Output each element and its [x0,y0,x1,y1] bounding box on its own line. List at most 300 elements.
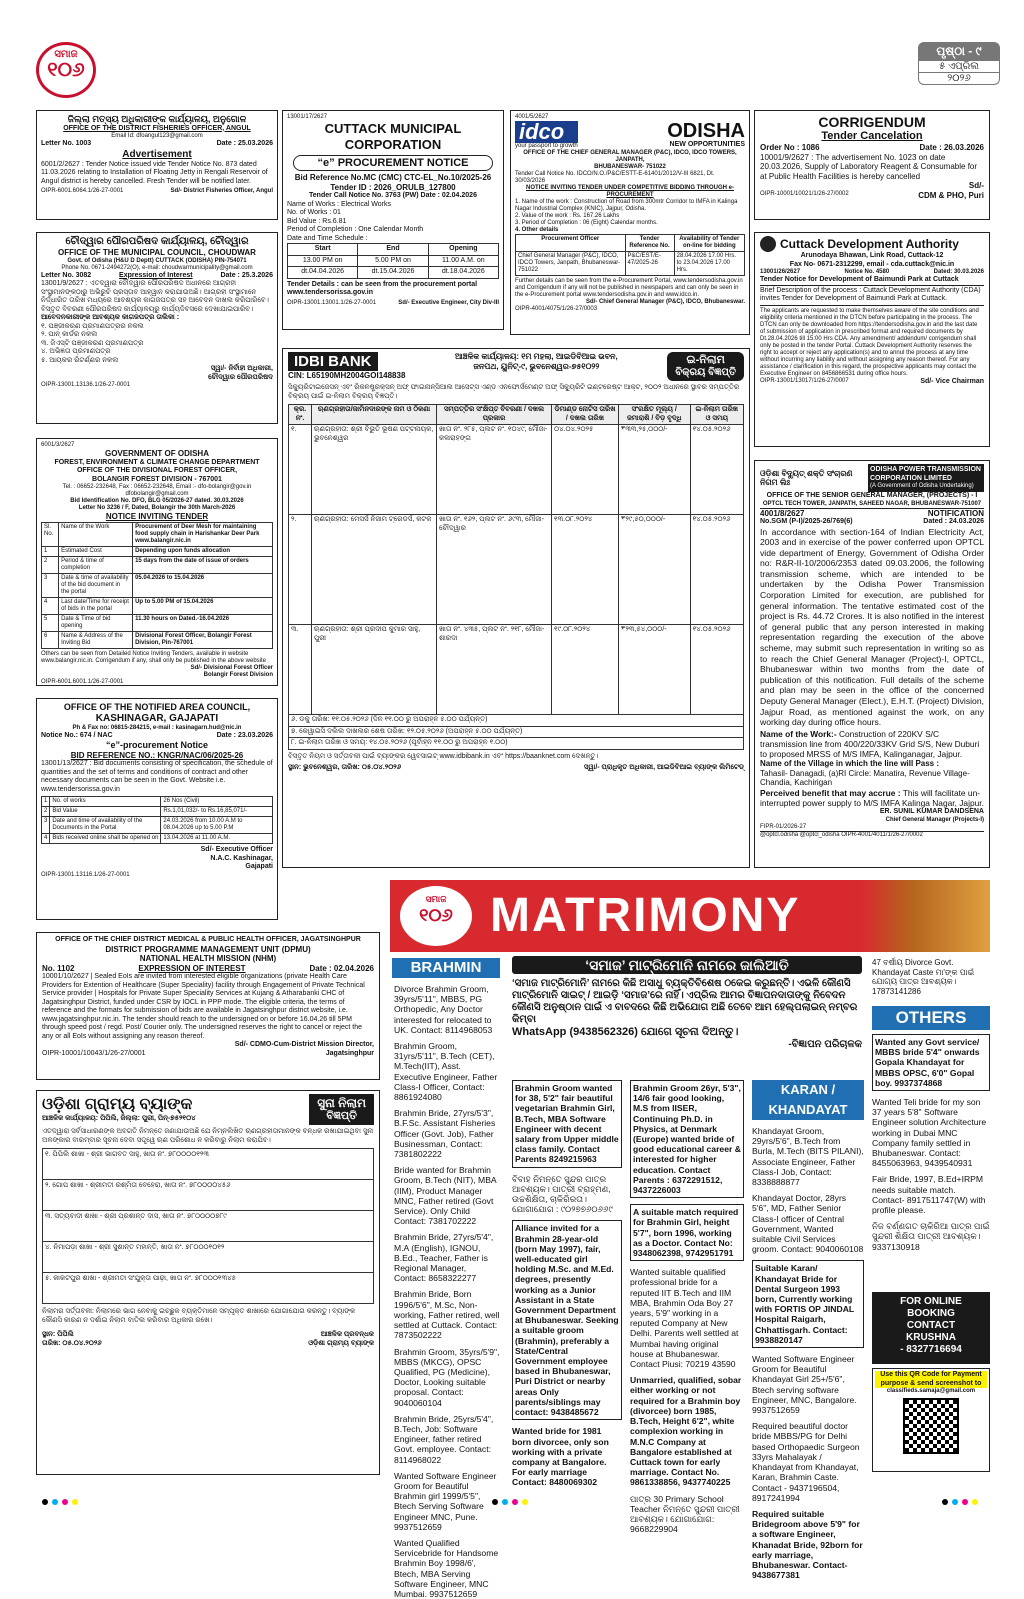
ogb-row: ୫. କାକଟପୁର ଶାଖା - ଶ୍ରୀମତୀ ସଂଯୁକ୍ତା ପାଢ଼ୀ, ଖାତା ନଂ. ୭୮୦୦୦୧୩୪୫ [45,1275,236,1282]
corrigendum-code: OIPR-10001/10021/1/26-27/0002 [760,190,849,197]
matrimony-ad: Wanted suitable qualified professional bride for a reputed IIT B.Tech and IIM MBA, Brahmin Oda Boy 27 years, 5'9" working in a reputed Company at New Delhi. Parents well settled at Mumbai having original house at Bhubaneswar. Contact Piusi: 70219 43590 [630,1267,739,1370]
odisha-logo: ODISHA [667,120,745,143]
idbi-td: ୧୪.୦୫.୨୦୨୬ [690,515,743,625]
ogb-row: ୪. ନିମାପଡ଼ା ଶାଖା - ଶ୍ରୀ ସୁଶାନ୍ତ ମହାନ୍ତି, ଖାତା ନଂ. ୭୮୦୦୦୧୦୧୨ [43,1242,373,1273]
corrigendum-sd: Sd/- [968,181,984,190]
kashinagar-contact: Ph & Fax no: 06815-284215, e-mail : kasinagarn.hud@nic.in [72,724,242,731]
cmc-notice [282,110,504,330]
forest-td: 15 days from the date of issue of orders [133,556,273,573]
fisheries-sign: Sd/- District Fisheries Officer, Angul [170,188,273,194]
cda-ref: 13001/26/2627 [760,269,801,275]
choudwar-govt: Govt. of Odisha (H&U D Deptt) CUTTACK (ODISHA) PIN-754071 [67,257,247,264]
optcl-org-sub: (A Government of Odisha Undertaking) [870,483,974,489]
idbi-td: ଋଣଗ୍ରହୀତା: ଶ୍ରୀ ପ୍ରଦୀପ କୁମାର ସାହୁ, ପୁରୀ [312,625,437,715]
idbi-th: ସମ୍ପତ୍ତିର ସଂକ୍ଷିପ୍ତ ବିବରଣୀ / ଦଖଲ ପ୍ରକାର [437,405,552,425]
kashinagar-notice [36,698,278,920]
idco-other: 4. Other details [515,227,559,233]
nhm-no: No. 1102 [42,963,75,973]
page-label: ପୃଷ୍ଠା - ୯ [918,42,1000,61]
kashinagar-title2: KASHINAGAR, GAJAPATI [95,712,219,724]
matrimony-col-3 [630,1080,744,1535]
cmc-sched-head: Opening [428,244,498,256]
page-number-box [918,42,1000,90]
matrimony-banner [390,880,990,952]
cmc-sched-cell: 13.00 PM on [288,255,358,267]
idbi-notice [282,348,750,868]
forest-td: Divisional Forest Officer, Bolangir Forest Division, Pin-767001 [133,631,273,648]
idbi-td: ୧୩.୦୮.୨୦୨୪ [552,515,619,625]
idco-td: 28.04.2026 17.00 Hrs. to 23.04.2026 17.00 Hrs. [674,252,744,276]
optcl-ref: 4001/8/2627 [760,508,805,518]
optcl-no: No.SGM (P-I)/2025-26/769(6) [760,518,853,525]
choudwar-title-odia: ଚୌଦ୍ୱାର ପୌରପରିଷଦ କାର୍ଯ୍ୟାଳୟ, ଚୌଦ୍ୱାର [65,236,249,247]
matrimony-ad: Wanted any Govt service/ MBBS bride 5'4" onwards Gopala Khandayat for MBBS OPSC, 6'0" Gopal boy. 9937374868 [872,1034,990,1091]
idbi-th: କ୍ର. ନଂ. [289,405,312,425]
idbi-th: ଇ-ନିଲାମ ତାରିଖ ଓ ସମୟ [690,405,743,425]
choudwar-date: Date : 25.3.2026 [220,271,273,279]
idco-sign: Sd/- Chief General Manager (P&C), IDCO, Bhubaneswar. [585,299,745,305]
idco-th: Tender Reference No. [625,235,674,252]
forest-letter: Letter No 3236 / F, Dated, Bolangir the 30th March-2026 [78,505,236,511]
cmc-sched-cell: dt.18.04.2026 [428,267,498,279]
matrimony-ad: Suitable Karan/ Khandayat Bride for Dental Surgeon 1993 born, Currently working with FORTIS OP JINDAL Hospital Raigarh, Chhattisgarh. Contact: 9938820147 [752,1260,864,1348]
print-registration-dots-left [40,1492,80,1510]
cmc-schedule-table [287,243,499,279]
cmc-sched-head: Start [288,244,358,256]
matrimony-ad: Fair Bride, 1997, B.Ed+IRPM needs suitable match. Contact- 8917511747(W) with profile please. [872,1174,986,1216]
optcl-sign2: Chief General Manager (Projects-I) [885,816,984,823]
corrigendum-title: CORRIGENDUM [818,114,926,130]
kashinagar-sign2: N.A.C. Kashinagar, [210,854,273,862]
matrimony-ad: Brahmin Bride, Born 1996/5'6", M.Sc, Non-working, Father retired, well settled at Cuttack. Contact: 7873502222 [394,1289,500,1341]
choudwar-list-item: ୪. ଅଭିଜ୍ଞତା ପ୍ରମାଣପତ୍ର [41,348,111,355]
cmc-title: CUTTACK MUNICIPAL CORPORATION [324,121,462,152]
forest-bid-id: Bid Identification No. DFO, BLG 05/2026-27 dated. 30.03.2026 [70,498,244,504]
forest-ref: 6001/3/2627 [41,442,75,448]
idbi-badge2: ବିକ୍ରୟ ବିଜ୍ଞପ୍ତି [675,367,736,378]
idbi-th: ଡିମାଣ୍ଡ ନୋଟିସ ତାରିଖ / ଦଖଲ ତାରିଖ [552,405,619,425]
ogb-intro: ଏତଦ୍ୱାରା ସର୍ବସାଧାରଣଙ୍କ ଅବଗତି ନିମନ୍ତେ ଜଣାଯାଉଅଛି ଯେ ନିମ୍ନଲିଖିତ ଋଣଗ୍ରହୀତାମାନଙ୍କ ବନ୍ଧକ ରଖାଯାଇଥିବା ସୁନା ଅଳଙ୍କାର ବାରମ୍ବାର ସୂଚନା ଦେବା ସତ୍ତ୍ୱେ ଋଣ ପରିଶୋଧ ନ କରିବାରୁ ନିଲାମ କରାଯିବ। [42,1128,374,1144]
idbi-intro: ସିକ୍ୟୁରିଟାଇଜେସନ୍ ଏବଂ ରିକନଷ୍ଟ୍ରକ୍ସନ୍ ଅଫ୍ ଫାଇନାନ୍ସିଆଲ ଆସେଟ୍ସ ଏଣ୍ଡ ଏନଫୋର୍ସମେଣ୍ଟ ଅଫ୍ ସିକ୍ୟୁରିଟି ଇଣ୍ଟରେଷ୍ଟ ଆକ୍ଟ, ୨୦୦୨ ଅଧୀନରେ ସ୍ଥାବର ସମ୍ପତ୍ତିର ବିକ୍ରୟ ପାଇଁ ଇ-ନିଲାମ ବିକ୍ରୟ ବିଜ୍ଞପ୍ତି। [288,384,740,400]
optcl-village-label: Name of the Village in which the line will Pass : [760,759,940,769]
corrigendum-body: 10001/9/2627 : The advertisement No. 1023 on date 20.03.2026, Supply of Laboratory Reagent & Consumable for at Public Health Facilities is hereby cancelled [760,152,978,181]
forest-td: 2 [42,556,59,573]
year-label: ୨୦୨୬ [918,73,1000,85]
cmc-line: No. of Works : 01 [287,209,341,216]
forest-sign: Sd/- Divisional Forest Officer [190,664,273,671]
matrimony-col-5 [872,1034,990,1290]
booking-line: FOR ONLINE [900,1296,962,1307]
matrimony-ad: Required beautiful doctor bride MBBS/PG for Delhi based Orthopaedic Surgeon 33yrs Mahalayak / Khandayat from Khandayat, Karan, Brahmin Caste. Contact - 9437196504, 8917241994 [752,1421,860,1503]
idco-table [515,234,745,276]
forest-td: Procurement of Deer Mesh for maintaining food supply chain in Harishankar Deer Park www.balangir.nic.in [133,522,273,546]
logo-number: ୧୦୬ [47,59,85,81]
idbi-bottom-row: ୭. କେୱାଇସି ଦଲିଲ ଦାଖଲର ଶେଷ ତାରିଖ: ୧୨.୦୫.୨୦୨୬ (ଅପରାହ୍ନ ୫.୦୦ ପର୍ଯ୍ୟନ୍ତ) [289,727,743,739]
nhm-unit: DISTRICT PROGRAMME MANAGEMENT UNIT (DPMU) [105,944,311,954]
optcl-body: In accordance with section-164 of Indian Electricity Act, 2003 and in exercise of the power conferred upon OPTCL vide department of Energy, Government of Odisha Order no: R&R-II-10/2006/2353 dated 09.03.2006, the following transmission scheme, which are intended to be undertaken by the Odisha Power Transmission Corporation Limited for execution, are published for general information. The tentative estimated cost of the project is Rs. 44.72 Crores. It is also notified in the interest of general public that any person interested in making representation regarding the execution of the above scheme, may submit such representation in writing so as to reach the Chief General Manager (Project)-I, OPTCL, Bhubaneswar within two months from the date of publication of this notification. Full details of the scheme and plan may be seen in the office of the concerned Deputy General Manager (Elect.), E.H.T. (Project) Division, Jajpur Road, as mentioned against the work, on any working day during office hours. [760,526,984,728]
kashinagar-title1: OFFICE OF THE NOTIFIED AREA COUNCIL, [63,702,251,712]
optcl-code: FIPR-01/2026-27 [760,823,807,830]
kashinagar-bid-ref: BID REFERENCE NO.: KNGR/NAC/06/2025-26 [70,750,244,760]
idco-period: 3. Period of Completion : 06 (Eight) Calendar months. [515,220,658,226]
forest-td: 1 [42,546,59,556]
cda-logo [760,236,776,252]
masthead-logo [36,42,96,98]
kashinagar-td: Date and time of availability of the Documents in the Portal [50,817,161,834]
idbi-place: ସ୍ଥାନ: ଭୁବନେଶ୍ୱର, ତାରିଖ: ୦୫.୦୪.୨୦୨୬ [288,764,402,771]
matrimony-ad: ନିଜ ବର୍ଣ୍ଣଗତ ଚାକିରିଆ ପାତ୍ର ପାଇଁ ସୁନ୍ଦରୀ ଶିକ୍ଷିତା ପାତ୍ରୀ ଆବଶ୍ୟକ। 9337130918 [872,1221,990,1252]
cmc-footer: Tender Details : can be seen from the procurement portal www.tendersorissa.gov.in [287,280,478,296]
qr-code-icon[interactable] [903,1398,959,1454]
nhm-notice [36,932,380,1080]
booking-line: BOOKING [907,1308,955,1319]
forest-notice [36,438,278,686]
choudwar-list-item: ୧. ପଞ୍ଜୀକରଣ ପ୍ରମାଣପତ୍ରର ନକଲ [41,322,144,330]
kashinagar-heading: “e”-procurement Notice [105,740,209,750]
matrimony-col-1 [394,984,500,1599]
optcl-org-en: ODISHA POWER TRANSMISSION CORPORATION LIMITED [870,466,981,482]
optcl-heading: NOTIFICATION [927,508,984,518]
forest-office: OFFICE OF THE DIVISIONAL FOREST OFFICER, [76,467,238,474]
choudwar-body: 13001/9/2627 : ଏତଦ୍ୱାରା ଚୌଦ୍ୱାର ପୌରପରିଷଦ ଅଧୀନରେ ଆଗ୍ରହୀ ସଂସ୍ଥାମାନଙ୍କଠାରୁ ଅଭିରୁଚି ପ୍ରସ୍ତାବ ଆହ୍ୱାନ କରାଯାଉଅଛି। ଆଗ୍ରହୀ ସଂସ୍ଥାମାନେ ନିର୍ଦ୍ଧାରିତ ତାରିଖ ମଧ୍ୟରେ ଆବଶ୍ୟକ କାଗଜପତ୍ର ସହ ଆବେଦନ ଦାଖଲ କରିପାରିବେ। ବିସ୍ତୃତ ବିବରଣୀ ପୌରପରିଷଦ କାର୍ଯ୍ୟାଳୟରୁ କାର୍ଯ୍ୟଦିବସରେ ଦେଖାଯାଇପାରିବ। [41,280,269,313]
matrimony-photo [860,880,990,952]
idbi-td: ଋଣଗ୍ରହୀତା: ମେସର୍ସ ନିଜାମ ଟ୍ରେଡର୍ସ, କଟକ [312,515,437,625]
fisheries-email: Email Id: dfoangul123@gmail.com [111,133,203,139]
optcl-social: @optcl.odisha @optcl_odisha OIPR-4001/4011/1/26-27/0002 [760,831,984,839]
choudwar-phone: Phone No. 0671-2494272(O), e-mail: choudwarmunicipality@gmail.com [61,264,253,271]
cmc-subtitle: “e” PROCUREMENT NOTICE [293,155,493,171]
cmc-sched-head: End [358,244,428,256]
forest-td: 3 [42,573,59,597]
cmc-line: Period of Completion : One Calendar Month [287,226,424,233]
corrigendum-sign: CDM & PHO, Puri [918,190,984,200]
optcl-benefit: This will facilitate un-interrupted power supply to M/S IMFA Kalinga Nagar, Jajpur. [760,787,984,809]
forest-govt: GOVERNMENT OF ODISHA [104,449,209,458]
optcl-addr: OPTCL TECH TOWER, JANPATH, SAHEED NAGAR, BHUBANESWAR-751007 [762,500,982,507]
kashinagar-notice-no: Notice No.: 674 / NAC [41,731,113,739]
choudwar-code: OIPR-13001.13136.1/26-27-0001 [41,382,131,388]
forest-td: Sl. No. [42,522,59,546]
forest-td: Depending upon funds allocation [133,546,273,556]
optcl-notice [754,460,990,868]
booking-line: KRUSHNA [906,1332,956,1343]
cmc-sched-cell: 11.00 A.M. on [428,255,498,267]
idco-tagline: your passport to growth [515,143,578,149]
matrimony-col-4 [752,1126,864,1581]
idbi-td: ଖାତା ନଂ. ୧୬୨, ପ୍ଲଟ ନଂ. ୬୯୩, ମୌଜା- ଚୌଦ୍ୱାର [437,515,552,625]
kashinagar-code: OIPR-13001.13116.1/26-27-0001 [41,871,130,878]
fisheries-body: 6001/2/2627 : Tender Notice issued vide Tender Notice No. 873 dated 11.03.2026 relating to Installation of Floating Jetty in Rengali Reservoir of Angul district is hereby cancelled. Fresh Tender will be notified later. [41,160,268,185]
forest-sign2: Bolangir Forest Division [203,671,273,678]
kashinagar-td: 26 Nos (Civil) [161,797,273,807]
choudwar-list-head: ଆବେଦନକାରୀଙ୍କ ଆବଶ୍ୟକ କାଗଜପତ୍ର ତାଲିକା : [41,314,180,321]
nhm-office: OFFICE OF THE CHIEF DISTRICT MEDICAL & PUBLIC HEALTH OFFICER, JAGATSINGHPUR [55,936,361,943]
choudwar-heading: Expression of Interest [119,271,193,279]
cda-code: OIPR-13001/13017/1/26-27/0007 [760,377,849,384]
cda-sign: Sd/- Vice Chairman [920,377,984,385]
choudwar-letter: Letter No. 3082 [41,271,92,279]
idbi-td: ଋଣଗ୍ରହୀତା: ଶ୍ରୀ ବିଭୁତି ଭୂଷଣ ପଟ୍ଟନାୟକ, ଭୁବନେଶ୍ୱର [312,425,437,515]
ogb-sub: ଆଞ୍ଚଳିକ କାର୍ଯ୍ୟାଳୟ: ପିପିଲି, ଜିଲ୍ଲା: ପୁରୀ, ପିନ୍-୭୫୨୧୦୪ [42,1115,196,1123]
idbi-td: ୧୯.୦୮.୨୦୨୪ [552,625,619,715]
qr-email[interactable]: classifieds.samaja@gmail.com [886,1388,976,1394]
cmc-sched-cell: dt.15.04.2026 [358,267,428,279]
matrimony-ad: Alliance invited for a Brahmin 28-year-old (born May 1997), fair, well-educated girl holding M.Sc. and M.Ed. degrees, presently working as a Junior Assistant in a State Government Department at Bhubaneswar. Seeking a suitable groom (Brahmin), preferably a State/Central Government employee based in Bhubaneswar, Puri District or nearby areas Only parents/siblings may contact: 9438485672 [512,1220,622,1420]
ogb-terms: ନିଲାମର ସର୍ତ୍ତାବଳୀ: ନିଲାମରେ ଭାଗ ନେବାକୁ ଇଚ୍ଛୁକ ବ୍ୟକ୍ତିମାନେ ସମ୍ପୃକ୍ତ ଶାଖାରେ ଯୋଗାଯୋଗ କରନ୍ତୁ। ବ୍ୟାଙ୍କ କୌଣସି କାରଣ ନ ଦର୍ଶାଇ ନିଲାମ ବାତିଲ କରିବାର ଅଧିକାର ରଖେ। [42,1308,356,1324]
kashinagar-td: 24.03.2026 from 10.00 A.M to 08.04.2026 up to 5.00 P.M [161,817,273,834]
kashinagar-td: No. of works [50,797,161,807]
nhm-body: 10001/10/2627 | Sealed EoIs are invited from interested eligible organizations (private Health Care Providers for Extention of Healthcare (Super Speciality) facility through Engagement of Private Technical Service provider | Hospitals for Private Super Speciality Services at Kujang & Atharabanki CHC of Jagatsinghpur District, funded under CSR by IOCL in PPP mode. The eligible criteria, the terms of reference and the formats for submission of bids are available in Jagatsinghpur district website, i.e. www.jagatsinghpur.nic.in. The tender should reach to the undersigned on or before 16.04.26 till 5PM through speed post / regd. Post/ Courier only. The undersigned reserves the right to cancel or reject the any or all EoIs without assigning any reason thereof. [42,973,365,1040]
idco-code: OIPR-4001/4075/1/26-27/0003 [515,306,598,312]
idco-notice [510,110,750,335]
idco-value: 2. Value of the work : Rs. 167.26 Lakhs [515,213,620,219]
forest-div: BOLANGIR FOREST DIVISION - 767001 [92,475,222,483]
ogb-title: ଓଡ଼ିଶା ଗ୍ରାମ୍ୟ ବ୍ୟାଙ୍କ [42,1096,193,1114]
cmc-sched-cell: 5.00 PM on [358,255,428,267]
optcl-dated: Dated : 24.03.2026 [923,518,984,525]
nhm-name: NATIONAL HEALTH MISSION (NHM) [139,954,277,963]
fisheries-letter: Letter No. 1003 [41,140,92,147]
cda-date: Dated: 30.03.2026 [933,269,984,275]
optcl-benefit-label: Perceived benefit that may accrue : [760,787,901,798]
forest-td: Up to 5.00 PM of 15.04.2026 [133,597,273,614]
ogb-row: ୧. ପିପିଲି ଶାଖା - ଶ୍ରୀ ଭାଗବତ ସାହୁ, ଖାତା ନଂ. ୭୮୦୦୦୦୧୨୩ [43,1149,373,1180]
matrimony-ad: Khandayat Groom, 29yrs/5'6", B.Tech from Burla, M.Tech (BITS PILANI), Associate Engineer, Father Class-I Job, Contact: 8338888877 [752,1126,864,1188]
cmc-code: OIPR-13001.13001.1/26-27-0001 [287,299,377,306]
matrimony-ad: Wanted bride for 1981 born divorcee, only son working with a private company at Bangalore. For early marriage Contact: 8480069302 [512,1426,609,1488]
kashinagar-sign3: Gajapati [245,863,273,870]
forest-td: 4 [42,597,59,614]
forest-table [41,522,273,649]
cda-heading: Tender Notice for Development of Baimundi Park at Cuttack [760,276,959,283]
idbi-th: ସଂରକ୍ଷିତ ମୂଲ୍ୟ / ଜମାରାଶି / ବିଡ଼ ବୃଦ୍ଧି [618,405,690,425]
matrimony-logo-text: ସମାଜ [425,894,447,904]
nhm-sign: Sd/- CDMO-Cum-District Mission Director, [234,1041,374,1048]
idbi-th: ଋଣଗ୍ରହୀତା/ଜାମିନଦାରଙ୍କ ନାମ ଓ ଠିକଣା [312,405,437,425]
matrimony-ad: Bride wanted for Brahmin Groom, B.Tech (NIT), MBA (IIM), Product Manager MNC, Father retired (Govt Service). Only Child Contact: 7381702222 [394,1165,497,1227]
idco-td: P&C/EST/E-47/2025-26 [625,252,674,276]
idbi-td: ୧. [289,425,312,515]
idbi-td: ₹୩୩,୨୫,୦୦୦/- [618,425,690,515]
print-registration-dots-right [940,1492,980,1510]
forest-td: Estimated Cost [59,546,133,556]
kashinagar-table [41,796,273,844]
ogb-row: ୩. ସତ୍ୟବାଦୀ ଶାଖା - ଶ୍ରୀ ପ୍ରଶାନ୍ତ ଦାସ, ଖାତା ନଂ. ୭୮୦୦୦୦୭୮୯ [43,1211,373,1242]
brahmin-header: BRAHMIN [392,958,500,978]
cmc-line: Date and Time Schedule : [287,234,368,242]
choudwar-notice [36,232,278,424]
kashinagar-td: 4 [42,834,50,844]
forest-td: 6 [42,631,59,648]
choudwar-title-en: OFFICE OF THE MUNICIPAL COUNCIL, CHOUDWAR [58,248,256,257]
fisheries-code: OIPR-6001.6064.1/26-27-0001 [41,188,124,194]
matrimony-ad: ବିବାହ ନିମନ୍ତେ ସୁନ୍ଦର ପାତ୍ର ଆବଶ୍ୟକ। ପାତ୍ରୀ ବ୍ରାହ୍ମଣ, ଉଚ୍ଚଶିକ୍ଷିତା, ଚାକିରିରତା। ଯୋଗାଯୋଗ : ୯୦୨୭୭୬୦୬୬୯ [512,1173,613,1215]
ogb-date: ତାରିଖ: ୦୫.୦୪.୨୦୨୬ [42,1339,102,1347]
choudwar-list-item: ୫. ଆୟକର ରିଟର୍ଣ୍ଣର ନକଲ [41,356,119,364]
cda-fax: Fax No- 0671-2312299, email - cda.cuttack@nic.in [789,260,955,268]
cmc-line: Bid Value : Rs.6.81 [287,217,347,225]
nhm-date: Date : 02.04.2026 [309,963,374,973]
forest-dept: FOREST, ENVIRONMENT & CLIMATE CHANGE DEPARTMENT [54,458,260,466]
idbi-td: ₹୨୩,୫୪,୦୦୦/- [618,625,690,715]
idbi-td: ₹୨୯,୫୦,୦୦୦/- [618,515,690,625]
forest-code: OIPR-6001.6001.1/26-27-0001 [41,678,124,685]
kashinagar-sign: Sd/- Executive Officer [200,846,273,853]
idbi-td: ୧୪.୦୫.୨୦୨୬ [690,625,743,715]
matrimony-ad: Brahmin Bride, 25yrs/5'4", B.Tech, Job: Software Engineer, father retired Govt. employee. Contact: 8114968022 [394,1413,494,1465]
kashinagar-body: 13001/13/2627 : Bid documents consisting of specification, the schedule of quantities and the set of terms and conditions of contract and other necessary documents can be seen in the Govt. Website i.e. www.tendersorissa.gov.in [41,760,273,793]
ogb-badge1: ସୁନା ନିଲାମ [317,1096,366,1110]
matrimony-ad: Wanted Teli bride for my son 37 years 5'8" Software Engineer solution Architecture working in Dubai MNC Company family settled in Bhubaneswar. Contact: 8455063963, 9439540931 [872,1097,987,1169]
forest-td: Date & Time of bid opening [59,614,133,631]
matrimony-ad: Required suitable Bridegroom above 5'9" for a software Engineer, Khanadat Bride, 92born for early marriage, Bhubaneswar. Contact- 9438677381 [752,1508,863,1581]
ogb-badge2: ବିଜ୍ଞପ୍ତି [326,1110,357,1122]
idbi-table [288,404,744,715]
kashinagar-td: 13.04.2026 at 11.00 A.M. [161,834,273,844]
idco-work: 1. Name of the work : Construction of Road from 300mtr Corridor to IMFA in Kalinga Nagar Industrial Complex (KNIC), Jajpur, Odisha. [515,199,738,212]
idco-td: Chief General Manager (P&C), IDCO, IDCO Towers, Janpath, Bhubaneswar-751022 [516,252,626,276]
fisheries-notice [36,110,278,220]
booking-line: CONTACT [906,1320,956,1331]
cmc-line: Name of Works : Electrical Works [287,200,391,208]
corrigendum-date: Date : 26.03.2026 [919,143,984,152]
kashinagar-date: Date : 23.03.2026 [216,731,273,739]
matrimony-promo [512,956,862,1074]
print-registration-dots-center [490,1492,530,1510]
matrimony-ad: Wanted Software Engineer Groom for Beautiful Brahmin girl 1999/5'5", Btech Serving Software Engineer MNC, Pune. 9937512659 [394,1470,497,1532]
forest-td: Last date/Time for receipt of bids in the portal [59,597,133,614]
choudwar-sign: ସ୍ୱା/- ନିର୍ବାହୀ ଅଧିକାରୀ, [210,365,273,372]
qr-text: Use this QR Code for Payment purpose & send screenshot to [875,1371,987,1388]
optcl-work-label: Name of the Work:- [760,728,837,739]
idbi-td: ୦୪.୦୪.୨୦୨୫ [552,425,619,515]
matrimony-ad: ପାତ୍ର 30 Primary School Teacher ନିମନ୍ତେ ସୁନ୍ଦରୀ ପାତ୍ରୀ ଆବଶ୍ୟକ। ଯୋଗାଯୋଗ: 9668229904 [630,1493,740,1535]
idbi-td: ୩. [289,625,312,715]
idbi-note: ବିସ୍ତୃତ ନିୟମ ଓ ସର୍ତ୍ତାବଳୀ ପାଇଁ ବ୍ୟାଙ୍କର ୱେବସାଇଟ୍ www.idbibank.in ଏବଂ https://baanknet.com ଦେଖନ୍ତୁ। [288,752,599,760]
corrigendum-order: Order No : 1086 [760,143,820,152]
choudwar-sign2: ଚୌଦ୍ୱାର ପୌରପରିଷଦ [208,373,273,381]
nhm-code: OIPR-10001/10043/1/26-27/0001 [42,1049,146,1057]
idbi-bottom-row: ୮. ଇ-ନିଲାମ ତାରିଖ ଓ ସମୟ: ୧୪.୦୫.୨୦୨୬ (ପୂର୍ବାହ୍ନ ୧୧.୦୦ ରୁ ଅପରାହ୍ନ ୧.୦୦) [291,739,508,746]
matrimony-ad: Brahmin Groom wanted for 38, 5'2" fair beautiful vegetarian Brahmin Girl, B.Tech, MBA Software Engineer with decent salary from Upper middle class family. Contact Parents 8249215963 [512,1080,622,1168]
ogb-sign: ଆଞ୍ଚଳିକ ପ୍ରବନ୍ଧକ [320,1331,374,1338]
matrimony-ad: Divorce Brahmin Groom, 39yrs/5'11", MBBS, PG Orthopedic, Any Doctor interested for relocated to UK. Contact: 8114968053 [394,984,493,1035]
qr-box [872,1368,990,1472]
matrimony-logo [400,886,472,946]
idco-office: OFFICE OF THE CHIEF GENERAL MANAGER (P&C), IDCO, IDCO TOWERS, JANPATH, [523,150,737,163]
matrimony-col-2 [512,1080,622,1488]
idco-heading: NOTICE INVITING TENDER UNDER COMPETITIVE BIDDING THROUGH e-PROCUREMENT [525,185,734,198]
logo-text: ସମାଜ [54,49,78,60]
idco-th: Availability of Tender on-line for bidding [674,235,744,252]
ogb-row: ୨. ଗୋପ ଶାଖା - ଶ୍ରୀମତୀ ରଶ୍ମିତା ବେହେରା, ଖାତା ନଂ. ୭୮୦୦୦୦୪୫୬ [43,1180,373,1211]
col5-top-ad: 47 ବର୍ଷୀୟ Divorce Govt. Khandayat Caste ମା'ଙ୍କ ପାଇଁ ଯୋଗ୍ୟ ପାତ୍ର ଆବଶ୍ୟକ। 17873141286 [872,958,975,996]
cmc-bid-ref: Bid Reference No.MC (CMC) CTC-EL_No.10/2025-26 [294,173,492,182]
cmc-call-notice: Tender Call Notice No. 3763 (PW) Date : 02.04.2026 [309,192,477,199]
karan-header: KARAN / KHANDAYAT [752,1080,864,1120]
kashinagar-td: 3 [42,817,50,834]
idbi-td: ଖାତା ନଂ. ୪୩୫, ପ୍ଲଟ ନଂ. ୨୧୮, ମୌଜା- ଶାରଦା [437,625,552,715]
forest-heading: NOTICE INVITING TENDER [105,512,209,521]
forest-td: Name of the Work [59,522,133,546]
matrimony-ad: Brahmin Bride, 27yrs/5'4", M.A (English), IGNOU, B.Ed., Teacher, Father is Regional Manager, Contact: 8658322277 [394,1232,494,1284]
optcl-org-odia: ଓଡ଼ିଶା ବିଦ୍ୟୁତ୍ ଶକ୍ତି ସଂଚାରଣ ନିଗମ ଲିଃ [760,468,853,487]
matrimony-ad: A suitable match required for Brahmin Girl, height 5'7", born 1996, working as a Doctor. Contact No: 9348062398, 9742951791 [630,1204,744,1261]
idbi-td: ୧୪.୦୫.୨୦୨୬ [690,425,743,515]
cmc-sign: Sd/- Executive Engineer, City Div-III [398,299,499,306]
nhm-sign2: Jagatsinghpur [325,1049,374,1057]
matrimony-ad: Brahmin Groom, 31yrs/5'11", B.Tech (CET), M.Tech(IIT), Asst. Executive Engineer, Father Class-I Officer, Contact: 8861924080 [394,1041,498,1103]
idbi-td: ଖାତା ନଂ. ୨୮୫, ପ୍ଲଟ ନଂ. ୧୦୪୯, ମୌଜା- କଳାରାହଙ୍ଗ [437,425,552,515]
fisheries-title-en: OFFICE OF THE DISTRICT FISHERIES OFFICER, ANGUL [63,124,251,132]
cda-notice-no: Notice No. 4580 [844,269,890,275]
optcl-village: Tahasil- Danagadi, (a)RI Circle: Manatira, Revenue Village- Chandia, Kachirigan [760,768,970,788]
idbi-badge1: ଇ-ନିଲାମ [686,354,725,366]
cda-title: Cuttack Development Authority [780,237,959,251]
idco-city: BHUBANESWAR- 751022 [594,164,666,170]
cda-addr: Arunodaya Bhawan, Link Road, Cuttack-12 [800,252,944,259]
kashinagar-td: 2 [42,807,50,817]
matrimony-logo-number: ୧୦୬ [419,905,453,925]
cmc-tender-id: Tender ID : 2026_ORULB_127800 [330,182,456,192]
idbi-logo: IDBI BANK [288,352,378,371]
fisheries-title-odia: ଜିଲ୍ଲା ମତ୍ସ୍ୟ ଅଧିକାରୀଙ୍କ କାର୍ଯ୍ୟାଳୟ, ଅନୁଗୋଳ [67,114,247,124]
kashinagar-td: Rs.1,01,032/- to Rs.16,85,071/- [161,807,273,817]
matrimony-ad: Wanted Software Engineer Groom for Beautiful Khandayat Girl 25+/5'6", Btech serving software Engineer, MNC, Bangalore. 9937512659 [752,1354,857,1416]
idbi-sign: ସ୍ୱା/- ପ୍ରାଧିକୃତ ଅଧିକାରୀ, ଆଇଡିବିଆଇ ବ୍ୟାଙ୍କ ଲିମିଟେଡ୍ [583,764,744,771]
booking-line[interactable]: - 8327716694 [900,1344,962,1355]
cda-notice [754,232,990,447]
promo-title: ‘ସମାଜ’ ମାଟ୍ରିମୋନି ନାମରେ ଜାଲିଆତି [512,956,862,974]
idco-th: Procurement Officer [516,235,626,252]
forest-td: Date & time of availability of the bid document in the portal [59,573,133,597]
corrigendum-notice [754,110,990,220]
forest-contact: Tel. : 06652-232648, Fax : 06652-232648, Email :- dfo-bolangir@gov.in dfobolangir@gmail.com [62,484,252,497]
fisheries-date: Date : 25.03.2026 [216,140,273,147]
forest-footer: Others can be seen from Detailed Notice Inviting Tenders, available in website www.balangir.nic.in. Corrigendum if any, shall only be published in the above website [41,650,267,664]
fisheries-heading: Advertisement [122,148,192,160]
idbi-bottom-row: ୬. ଡକୁ ତାରିଖ: ୧୧.୦୫.୨୦୨୬ (ଦିନ ୧୧.୦୦ ରୁ ଅପରାହ୍ନ ୫.୦୦ ପର୍ଯ୍ୟନ୍ତ) [289,715,743,727]
idbi-td: ୨. [289,515,312,625]
optcl-sign: ER. SUNIL KUMAR DANDSENA [879,808,984,816]
idco-footer: Further details can be seen from the e-Procurement Portal, www.tendersodisha.gov.in and Corrigendum if any will not be published in newspapers and can only be seen in the e-Procurement portal www.tendersodisha.gov.in and www.idco.in. [515,278,743,298]
booking-box [872,1292,990,1364]
ogb-notice [36,1090,380,1475]
promo-whatsapp[interactable]: WhatsApp (9438562326) [512,1026,638,1038]
corrigendum-subtitle: Tender Cancelation [821,130,923,142]
nhm-heading: EXPRESSION OF INTEREST [138,963,246,973]
matrimony-ad: Brahmin Groom 26yr, 5'3", 14/6 fair good looking, M.S from IISER, Continuing Ph.D. in Physics, at Denmark (Europe) wanted bride of good educational career & interested for higher education. Contact Parents : 6372291512, 9437226003 [630,1080,744,1198]
forest-td: Name & Address of the Inviting Bid [59,631,133,648]
matrimony-ad: Khandayat Doctor, 28yrs 5'6", MD, Father Senior Class-I officer of Central Government, Wanted suitable Civil Services groom. Contact: 9040060108 [752,1193,864,1255]
promo-tail: ଯୋଗେ ସୂଚନା ଦିଅନ୍ତୁ। [641,1026,739,1038]
idco-logo: idco [515,121,578,143]
cda-brief: Brief Description of the process : Cuttack Development Authority (CDA) invites Tender for Development of Baimundi Park at Cuttack. [760,285,984,306]
matrimony-ad: Unmarried, qualified, sobar either working or not required for a Brahmin boy (divorcee) born 1985, B.Tech, Height 6'2", white complexion working in M.N.C Company at Bangalore established at Cuttack town for early marriage. Contact No. 9861338856, 9437740225 [630,1375,742,1488]
others-header: OTHERS [872,1006,990,1030]
idbi-cin: CIN: L65190MH2004GOI148838 [288,371,406,380]
idbi-office: ଆଞ୍ଚଳିକ କାର୍ଯ୍ୟାଳୟ: ୧ମ ମହଲା, ଆଇଡିବିଆଇ ଭବନ, ଜନପଥ, ୟୁନିଟ୍-୯, ଭୁବନେଶ୍ୱର-୭୫୧୦୨୨ [454,352,618,371]
forest-td: Period & time of completion [59,556,133,573]
kashinagar-td: 1 [42,797,50,807]
choudwar-list-item: ୨. ପାନ୍ କାର୍ଡର ନକଲ [41,331,98,338]
idco-notice-no: Tender Call Notice No. IDCO/N.O./P&C/ESTT-E-61401/2012/V-III 6821, Dt. 30/03/2026 [515,171,715,184]
kashinagar-td: Bid Value [50,807,161,817]
matrimony-title: MATRIMONY [490,889,801,942]
optcl-work: Construction of 220KV S/C transmission line from 400/220/33KV Grid S/S, New Duburi to proposed MRSS of M/S IMFA, Kalinganagar, Jajpur. [760,728,980,760]
choudwar-list-item: ୩. ଜିଏସ୍‌ଟି ପଞ୍ଜୀକରଣ ପ୍ରମାଣପତ୍ର [41,339,144,347]
cda-body: The applicants are requested to make themselves aware of the site conditions and eligibility criteria mentioned in the DTCN before participating in the process. The DTCN can only be downloaded from https://tendersodisha.gov.in and the last date of submission of application in prescribed format and required documents by Dt.28.04.2026 till 15:00 Hrs CDA. Any amendment/ addendum/ corrigendum shall only be posted in the tender Portal. Cuttack Development Authority reserves the right to accept or reject any application(s) and to annul the process at any time without incurring any liability and without assigning any reason thereof. For any assistance / clarification in this regard, the prospective applicants may contact the Executive Engineer on 8456866531 during office hours. [760,307,979,377]
